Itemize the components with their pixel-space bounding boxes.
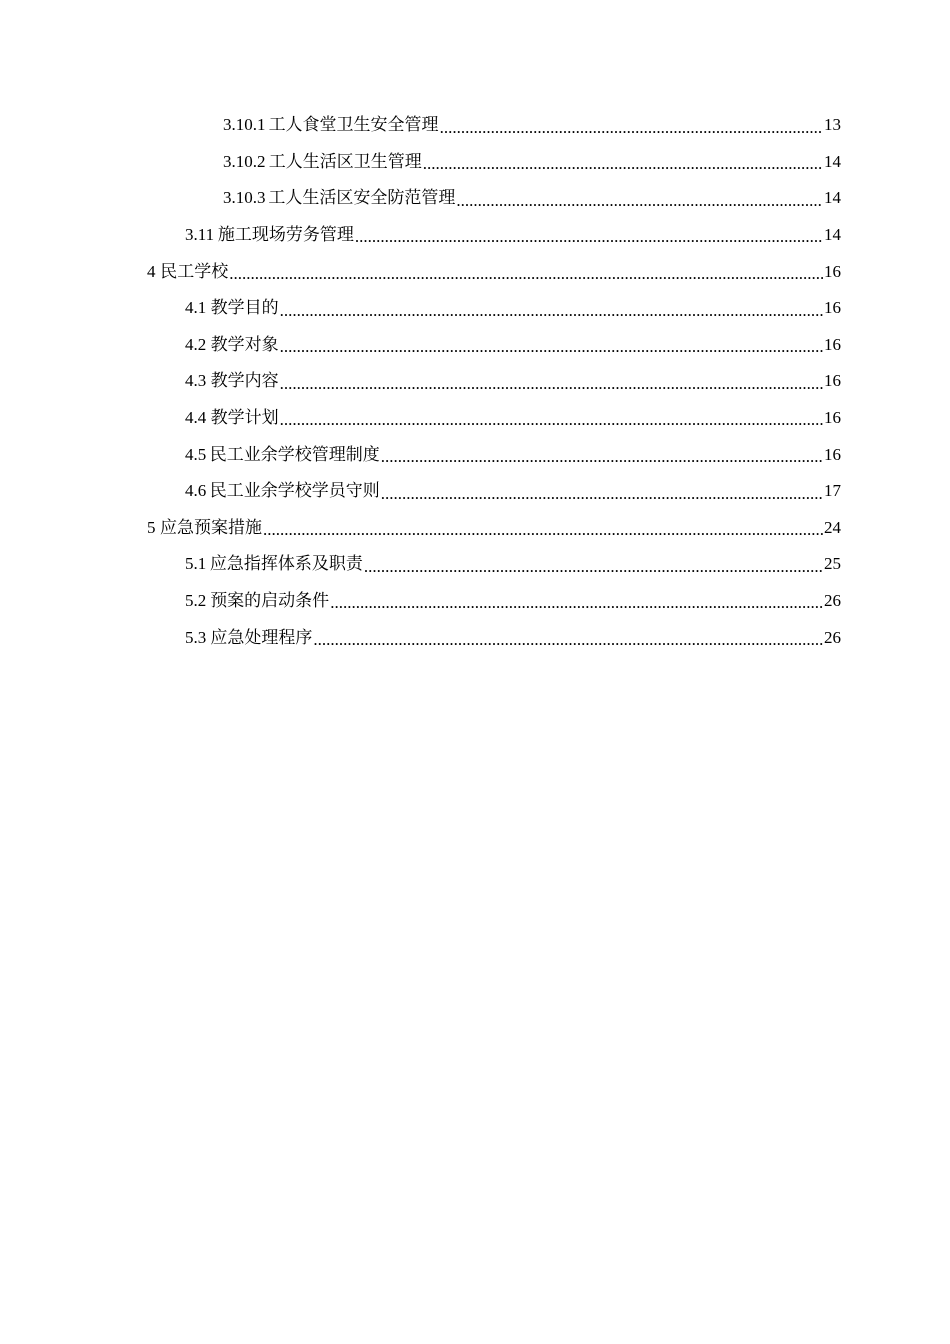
toc-entry-3-10-1[interactable] [0, 107, 950, 144]
toc-title: 应急处理程序 [210, 627, 313, 647]
toc-page-number: 16 [824, 298, 841, 318]
toc-page-number: 16 [824, 371, 841, 391]
toc-entry-3-10-3[interactable] [0, 180, 950, 217]
toc-page-number: 14 [824, 188, 841, 208]
toc-title: 教学对象 [210, 334, 279, 354]
toc-title: 应急指挥体系及职责 [209, 554, 363, 574]
toc-title: 工人食堂卫生安全管理 [268, 115, 439, 135]
toc-leader-dots [381, 484, 823, 510]
toc-entry-4-3[interactable] [0, 363, 950, 400]
toc-page-number: 25 [824, 554, 841, 574]
toc-number: 3.10.3 [223, 188, 266, 208]
toc-entry-4-2[interactable] [0, 327, 950, 364]
toc-number: 5 [147, 517, 156, 537]
toc-leader-dots [263, 520, 823, 546]
toc-entry-4[interactable] [0, 253, 950, 290]
toc-number: 4 [147, 261, 156, 281]
toc-entry-5-1[interactable] [0, 546, 950, 583]
toc-title: 工人生活区安全防范管理 [268, 188, 456, 208]
toc-number: 3.11 [185, 225, 215, 245]
toc-number: 3.10.1 [223, 115, 266, 135]
toc-leader-dots [280, 337, 823, 363]
toc-title: 工人生活区卫生管理 [268, 151, 422, 171]
toc-entry-4-6[interactable] [0, 473, 950, 510]
toc-number: 4.3 [185, 371, 207, 391]
toc-page-number: 24 [824, 517, 841, 537]
toc-leader-dots [355, 227, 823, 253]
toc-number: 5.1 [185, 554, 207, 574]
toc-entry-4-5[interactable] [0, 436, 950, 473]
toc-number: 4.6 [185, 481, 207, 501]
toc-leader-dots [456, 191, 823, 217]
toc-title: 施工现场劳务管理 [217, 225, 354, 245]
toc-entry-5-3[interactable] [0, 619, 950, 656]
toc-number: 3.10.2 [223, 151, 266, 171]
toc-title: 预案的启动条件 [210, 591, 330, 611]
toc-title: 民工业余学校管理制度 [209, 444, 380, 464]
toc-number: 4.1 [185, 298, 207, 318]
toc-number: 4.5 [185, 444, 207, 464]
table-of-contents [0, 107, 950, 656]
toc-entry-5[interactable] [0, 510, 950, 547]
toc-leader-dots [423, 154, 823, 180]
toc-number: 5.2 [185, 591, 207, 611]
toc-page-number: 26 [824, 591, 841, 611]
toc-page-number: 14 [824, 151, 841, 171]
toc-entry-3-10-2[interactable] [0, 144, 950, 181]
toc-leader-dots [381, 447, 823, 473]
toc-leader-dots [280, 301, 823, 327]
toc-title: 教学内容 [210, 371, 279, 391]
toc-number: 4.2 [185, 334, 207, 354]
toc-page-number: 14 [824, 225, 841, 245]
toc-page-number: 16 [824, 408, 841, 428]
toc-leader-dots [364, 557, 823, 583]
toc-title: 应急预案措施 [159, 517, 262, 537]
toc-title: 教学目的 [210, 298, 279, 318]
toc-number: 5.3 [185, 627, 207, 647]
toc-title: 教学计划 [210, 408, 279, 428]
toc-title: 民工业余学校学员守则 [209, 481, 380, 501]
toc-entry-5-2[interactable] [0, 583, 950, 620]
toc-page-number: 13 [824, 115, 841, 135]
toc-leader-dots [229, 264, 823, 290]
toc-title: 民工学校 [160, 261, 229, 281]
toc-leader-dots [280, 374, 823, 400]
toc-entry-3-11[interactable] [0, 217, 950, 254]
toc-entry-4-4[interactable] [0, 400, 950, 437]
toc-leader-dots [440, 118, 823, 144]
toc-page-number: 16 [824, 444, 841, 464]
toc-page-number: 26 [824, 627, 841, 647]
toc-leader-dots [280, 410, 823, 436]
toc-page-number: 16 [824, 334, 841, 354]
toc-leader-dots [313, 630, 823, 656]
toc-number: 4.4 [185, 408, 207, 428]
toc-page-number: 17 [824, 481, 841, 501]
toc-entry-4-1[interactable] [0, 290, 950, 327]
toc-leader-dots [330, 593, 823, 619]
toc-page-number: 16 [824, 261, 841, 281]
